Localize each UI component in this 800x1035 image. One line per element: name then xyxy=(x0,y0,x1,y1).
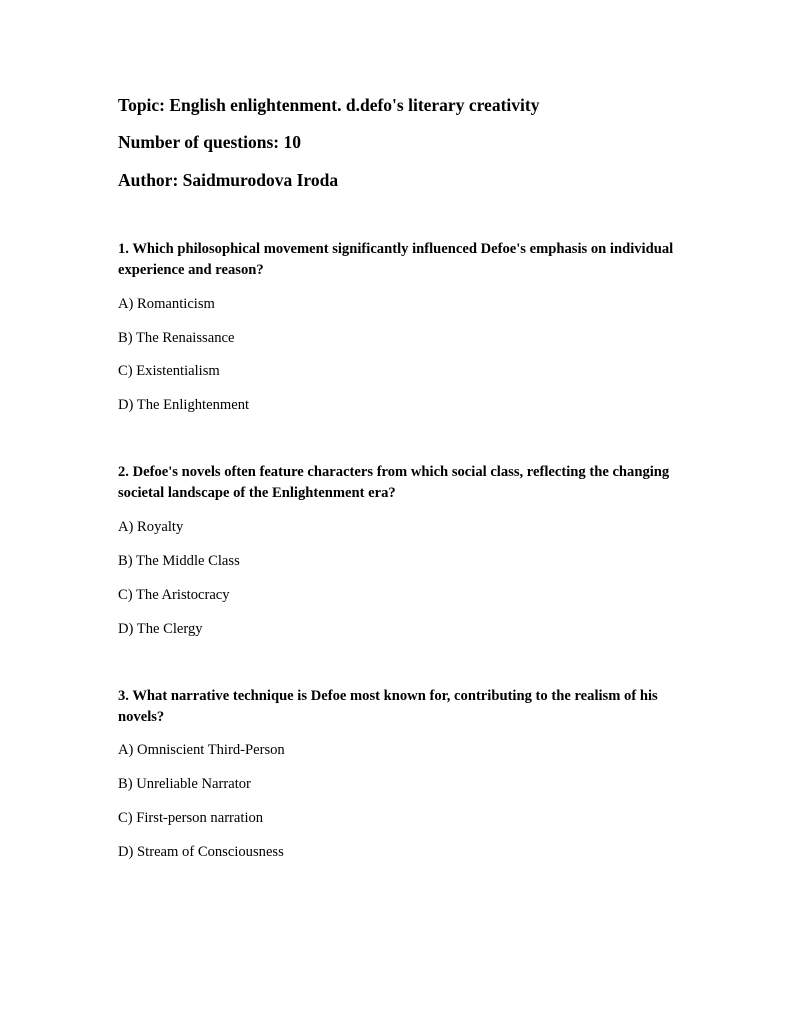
option-d: D) The Clergy xyxy=(118,621,203,637)
option-b: B) The Renaissance xyxy=(118,330,235,346)
option-c: C) The Aristocracy xyxy=(118,587,230,603)
option-c: C) Existentialism xyxy=(118,363,220,379)
question-2 xyxy=(118,462,698,637)
option-d: D) The Enlightenment xyxy=(118,397,250,413)
author-heading: Author: Saidmurodova Iroda xyxy=(118,170,339,190)
question-count-heading: Number of questions: 10 xyxy=(118,132,301,152)
option-a: A) Romanticism xyxy=(118,296,215,312)
question-1 xyxy=(118,239,698,413)
question-3 xyxy=(118,686,698,860)
question-text: 3. What narrative technique is Defoe most known for, contributing to the realism of his novels? xyxy=(118,688,658,725)
topic-heading: Topic: English enlightenment. d.defo's literary creativity xyxy=(118,95,540,115)
option-c: C) First-person narration xyxy=(118,810,264,826)
question-text: 2. Defoe's novels often feature characters from which social class, reflecting the changing societal landscape of the Enlightenment era? xyxy=(118,464,670,501)
option-a: A) Omniscient Third-Person xyxy=(118,742,285,758)
option-a: A) Royalty xyxy=(118,519,184,535)
option-d: D) Stream of Consciousness xyxy=(118,844,284,860)
option-b: B) Unreliable Narrator xyxy=(118,776,251,792)
question-text: 1. Which philosophical movement significantly influenced Defoe's emphasis on individual experience and reason? xyxy=(118,241,674,278)
option-b: B) The Middle Class xyxy=(118,553,240,569)
